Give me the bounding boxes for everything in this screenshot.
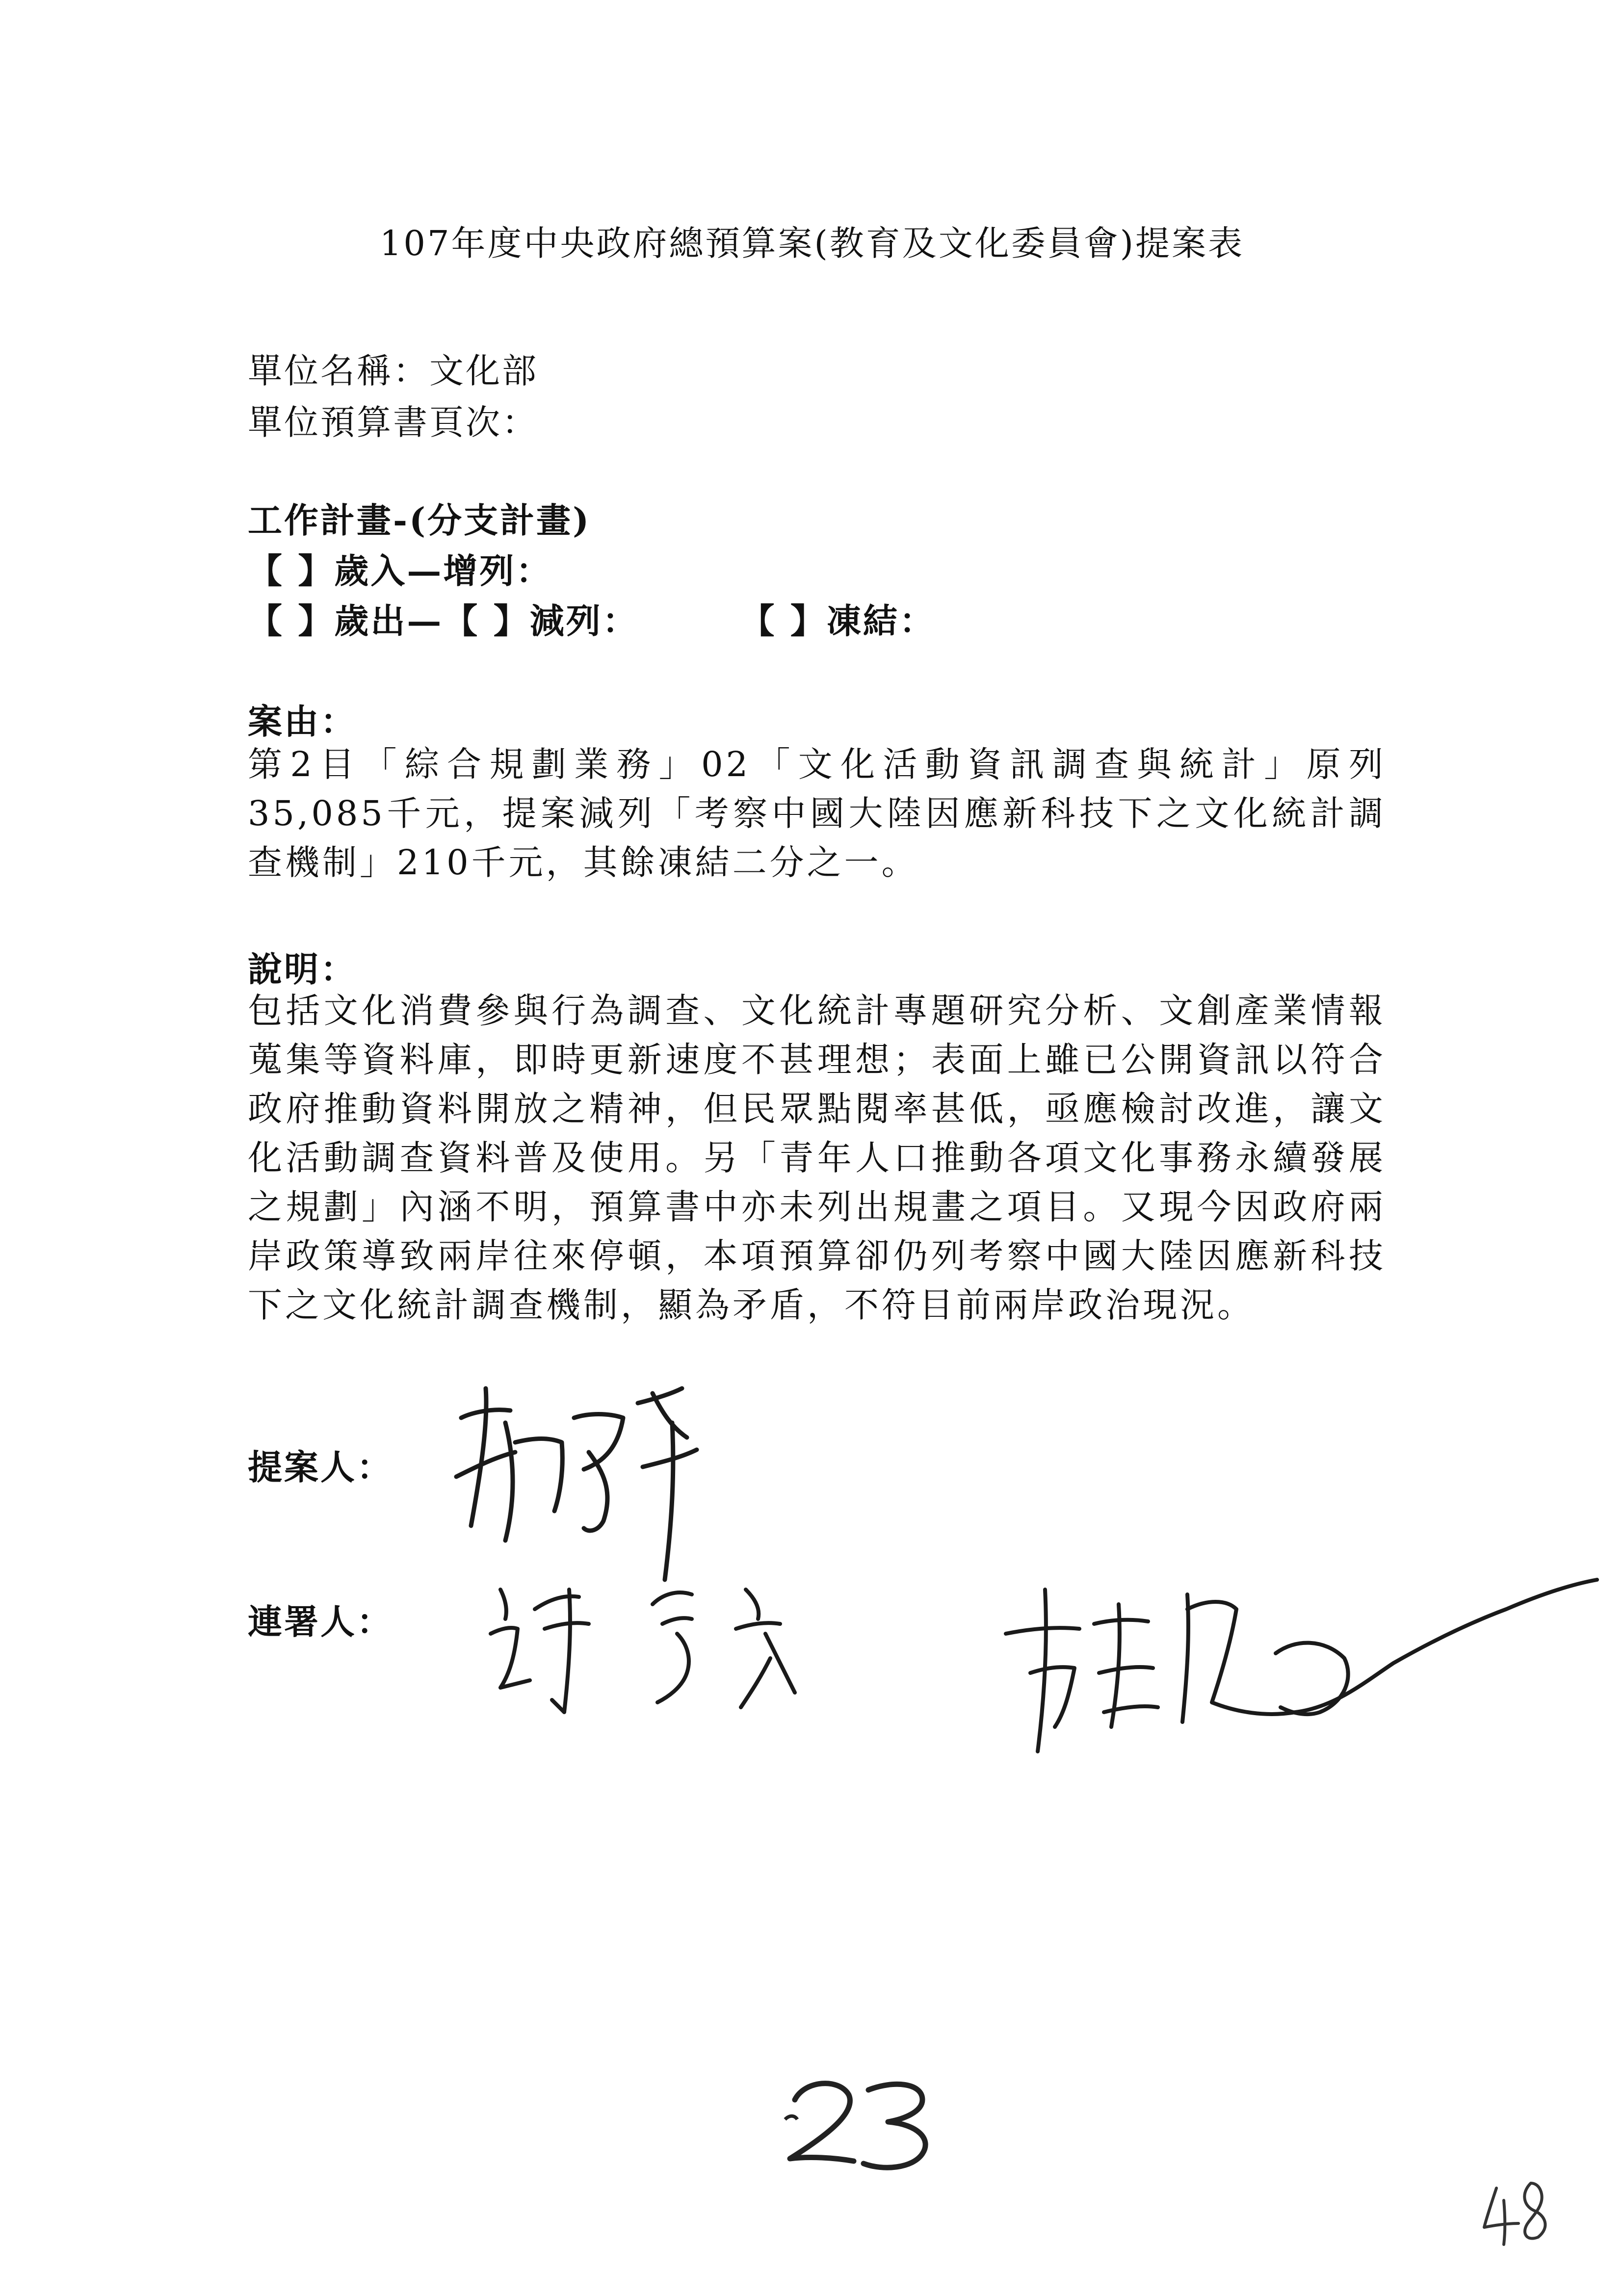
budget-page-label: 單位預算書頁次： xyxy=(248,402,538,443)
cosigner-label: 連署人： xyxy=(248,1601,393,1642)
unit-name-row xyxy=(248,343,538,393)
cosigner-signature-2 xyxy=(1001,1565,1604,1781)
work-plan-label: 工作計畫-(分支計畫) xyxy=(248,500,591,541)
revenue-line: 【 】歲入—增列： xyxy=(248,550,552,591)
expenditure-line: 【 】歲出—【 】減列： xyxy=(248,600,639,641)
unit-name-label: 單位名稱： xyxy=(248,351,429,391)
unit-name-value: 文化部 xyxy=(429,351,538,391)
reason-text: 第2目「綜合規劃業務」02「文化活動資訊調查與統計」原列35,085千元，提案減列「考察中國大陸因應新科技下之文化統計調查機制」210千元，其餘凍結二分之一。 xyxy=(248,744,1386,883)
expenditure-row xyxy=(248,594,936,643)
reason-heading: 案由： xyxy=(248,701,357,742)
document-title: 107年度中央政府總預算案(教育及文化委員會)提案表 xyxy=(379,223,1245,263)
proposer-label: 提案人： xyxy=(248,1447,393,1487)
proposer-signature xyxy=(442,1364,785,1590)
corner-handwritten-note xyxy=(1477,2178,1560,2247)
handwritten-page-number xyxy=(775,2070,952,2183)
cosigner-signature-1 xyxy=(471,1560,864,1727)
freeze-line: 【 】凍結： xyxy=(740,600,936,641)
explanation-text: 包括文化消費參與行為調查、文化統計專題研究分析、文創產業情報蒐集等資料庫，即時更新速度不甚理想；表面上雖已公開資訊以符合政府推動資料開放之精神，但民眾點閱率甚低，亟應檢討改進，讓文化活動調查資料普及使用。另「青年人口推動各項文化事務永續發展之規劃」內涵不明，預算書中亦未列出規畫之項目。又現今因政府兩岸政策導致兩岸往來停頓，本項預算卻仍列考察中國大陸因應新科技下之文化統計調查機制，顯為矛盾，不符目前兩岸政治現況。 xyxy=(248,991,1386,1325)
explanation-heading: 說明： xyxy=(248,949,357,990)
